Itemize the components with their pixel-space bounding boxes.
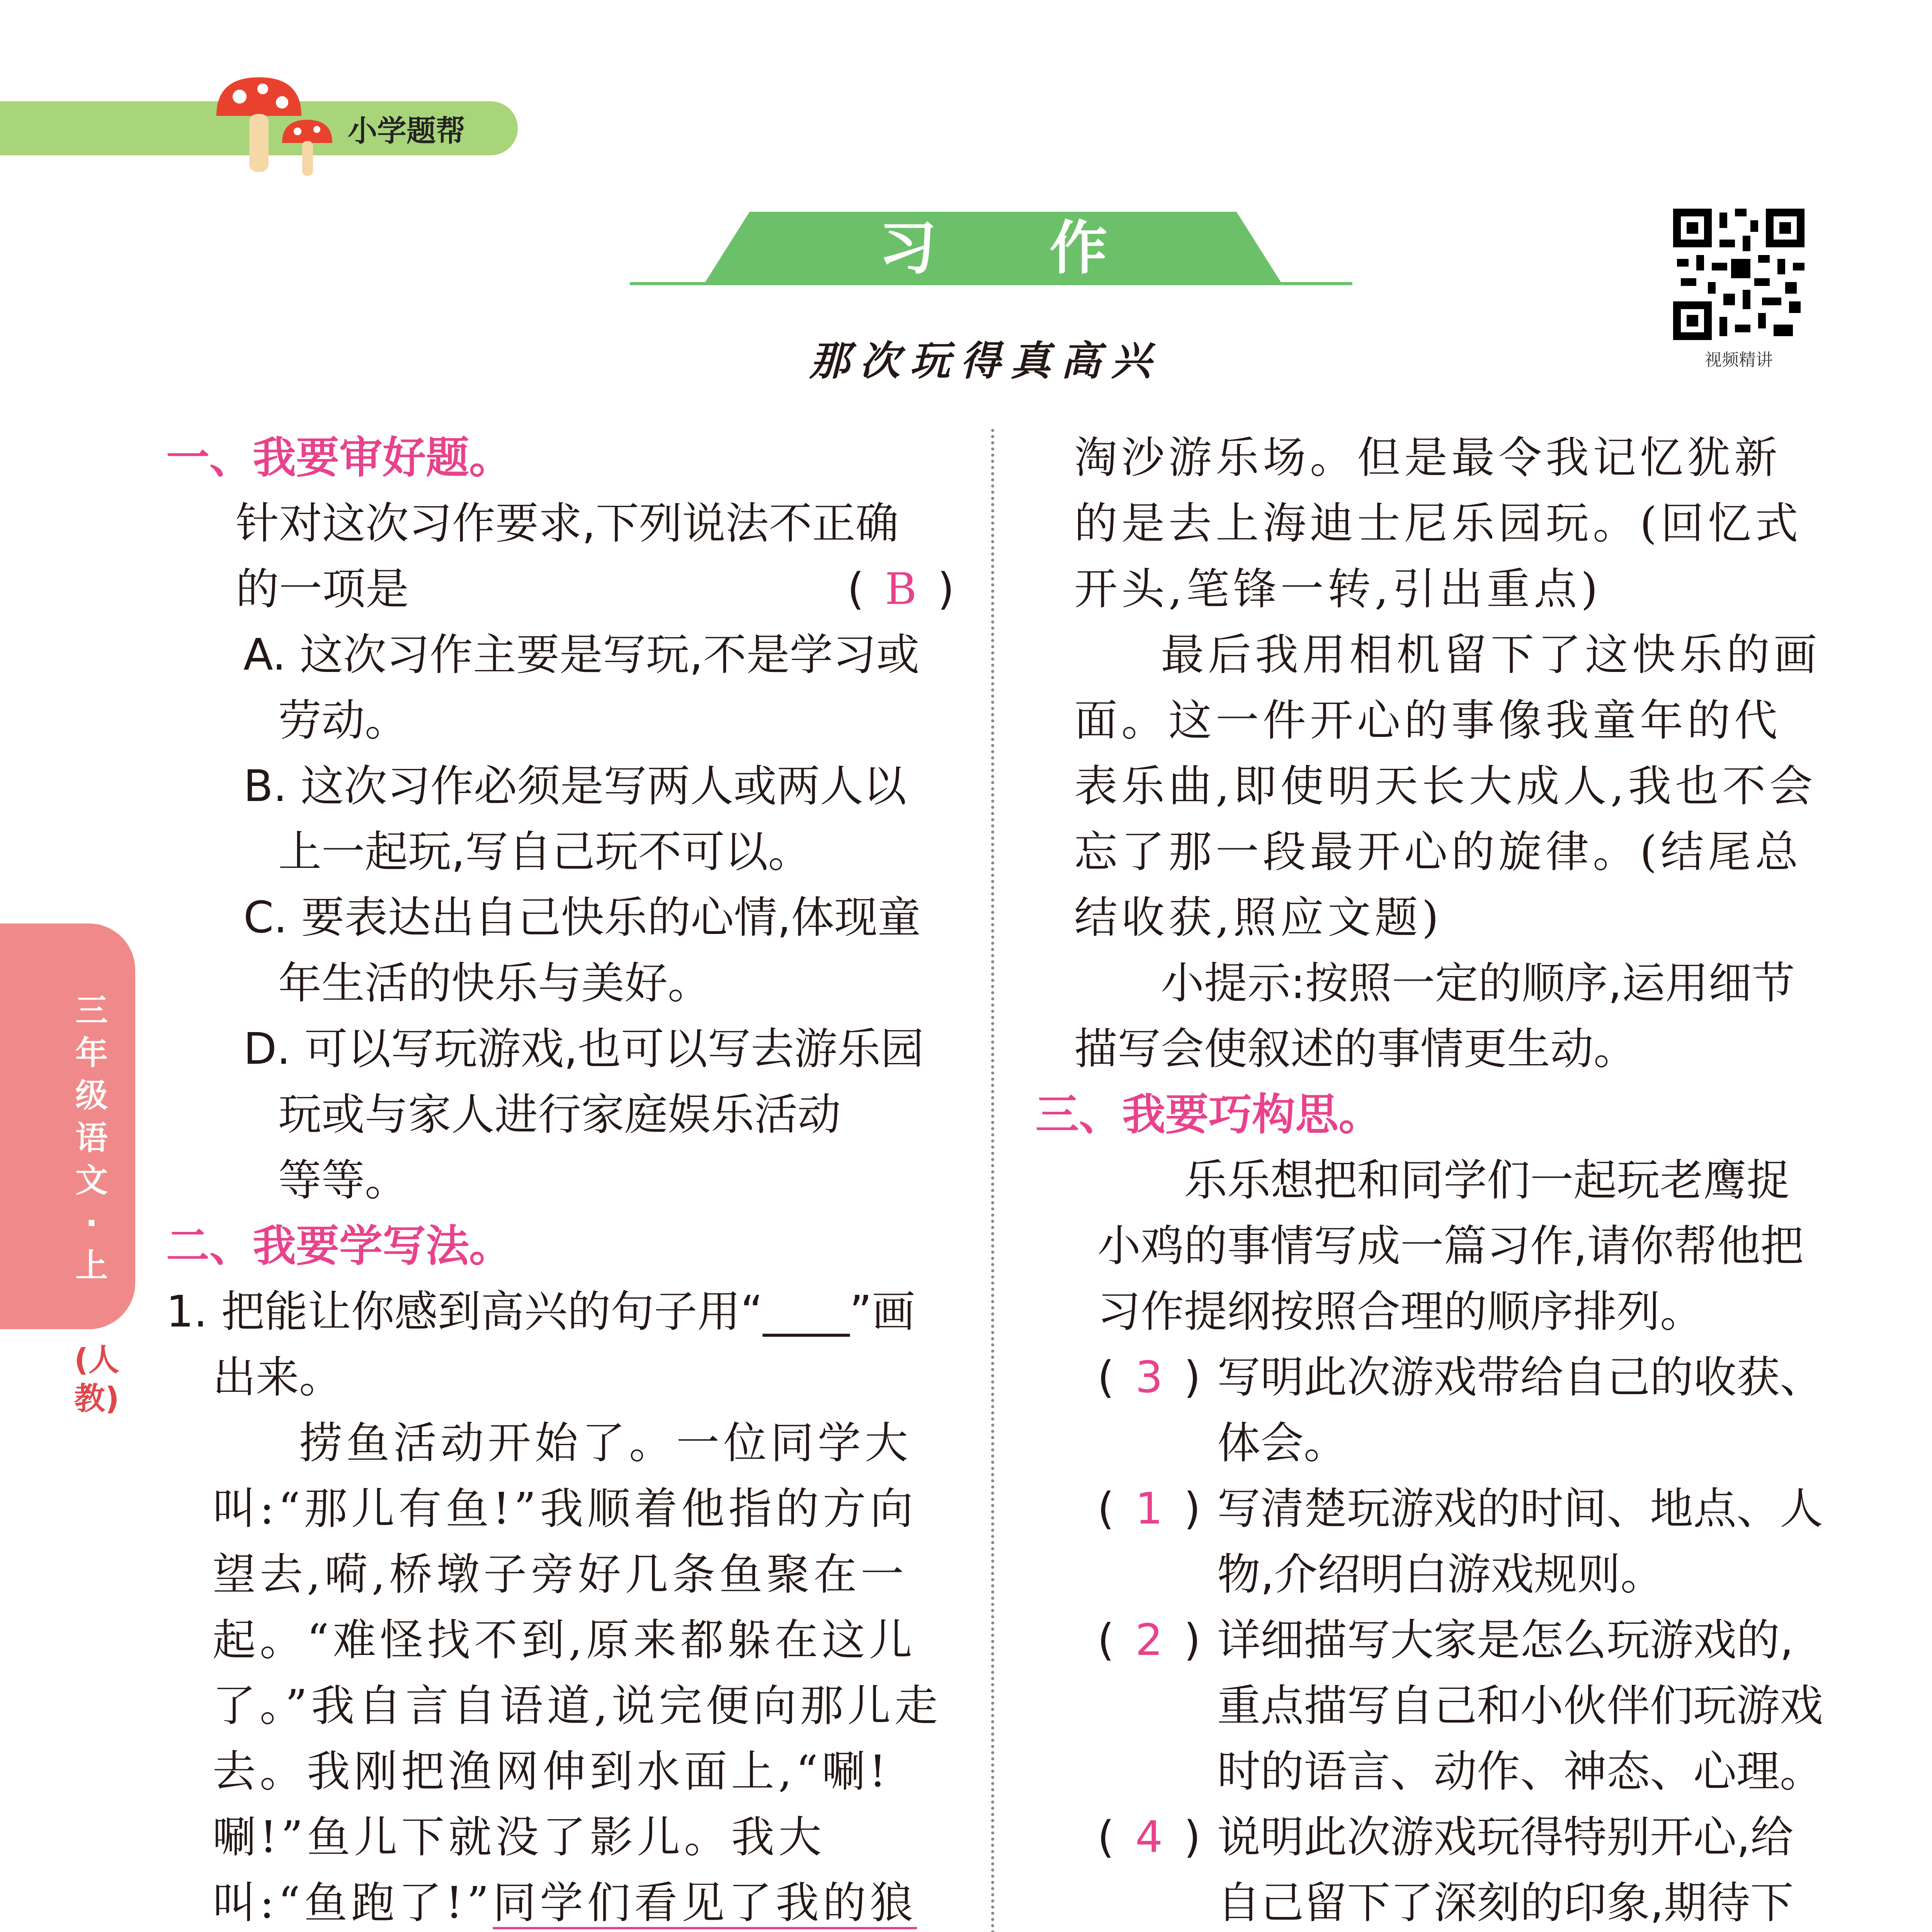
qr-caption: 视频精讲 — [1705, 350, 1773, 370]
essay-title: 那次玩得真高兴 — [809, 337, 1161, 384]
outline-text: 写清楚玩游戏的时间、地点、人物,介绍明白游戏规则。 — [1217, 1484, 1823, 1600]
writing-tip: 小提示:按照一定的顺序,运用细节描写会使叙述的事情更生动。 — [1074, 958, 1795, 1074]
sample-passage — [213, 1410, 954, 1932]
outline-text: 说明此次游戏玩得特别开心,给自己留下了深刻的印象,期待下 — [1217, 1812, 1794, 1928]
task-1: 1. 把能让你感到高兴的句子用“____”画出来。 — [166, 1287, 915, 1403]
order-answer: 3 — [1135, 1352, 1163, 1403]
outline-item: ( 3 ) 写明此次游戏带给自己的收获、体会。 — [1097, 1345, 1824, 1476]
left-column — [166, 425, 954, 1932]
outline-item: ( 2 ) 详细描写大家是怎么玩游戏的,重点描写自己和小伙伴们玩游戏时的语言、动作、神态、心理。 — [1097, 1607, 1824, 1804]
section-1-heading: 一、我要审好题。 — [166, 433, 512, 483]
outline-item: ( 4 ) 说明此次游戏玩得特别开心,给自己留下了深刻的印象,期待下 — [1097, 1804, 1824, 1932]
order-answer: 2 — [1135, 1615, 1163, 1665]
question-stem-line1: 针对这次习作要求,下列说法不正确 — [236, 498, 899, 549]
question-stem-text: 的一项是 — [236, 564, 409, 614]
grade-label: 三年级语文·上 — [75, 992, 108, 1284]
qr-code-icon[interactable] — [1669, 205, 1808, 344]
brand-name: 小学题帮 — [348, 114, 465, 148]
option-b: B. 这次习作必须是写两人或两人以 上一起玩,写自己玩不可以。 — [243, 761, 907, 877]
outline-text: 详细描写大家是怎么玩游戏的,重点描写自己和小伙伴们玩游戏时的语言、动作、神态、心理。 — [1217, 1615, 1823, 1797]
order-answer: 4 — [1135, 1812, 1163, 1862]
outline-text: 写明此次游戏带给自己的收获、体会。 — [1217, 1352, 1823, 1468]
grade-side-tab — [0, 923, 135, 1329]
passage-underlined: 同学们看见了我的狼 — [493, 1878, 917, 1928]
passage-plain: 捞鱼活动开始了。一位同学大叫:“那儿有鱼!”我顺着他指的方向望去,嗬,桥墩子旁好几条鱼聚在一起。“难怪找不到,原来都躲在这儿了。”我自言自语道,说完便向那儿走去。我刚把渔网伸到水面上,“唰! 唰!”鱼儿下就没了影儿。我大叫:“鱼跑了!” — [213, 1418, 942, 1928]
section-3-heading: 三、我要巧构思。 — [1036, 1090, 1382, 1140]
option-d: D. 可以写玩游戏,也可以写去游乐园 玩或与家人进行家庭娱乐活动 等等。 — [243, 1024, 924, 1206]
answer-paren-left: ( — [847, 564, 864, 614]
column-divider — [991, 429, 994, 1932]
mushroom-logo-icon — [201, 66, 340, 182]
section-title: 习 作 — [878, 215, 1154, 282]
edition-label: (人教) — [74, 1342, 119, 1417]
answer-paren-right: ) — [937, 564, 954, 614]
option-c: C. 要表达出自己快乐的心情,体现童 年生活的快乐与美好。 — [243, 893, 921, 1009]
sample-ending: 最后我用相机留下了这快乐的画面。这一件开心的事像我童年的代表乐曲,即使明天长大成人,我也不会忘了那一段最开心的旋律。(结尾总结收获,照应文题) — [1074, 630, 1821, 943]
section-2-heading: 二、我要学写法。 — [166, 1221, 512, 1271]
order-answer: 1 — [1135, 1484, 1163, 1534]
section-3-intro: 乐乐想把和同学们一起玩老鹰捉小鸡的事情写成一篇习作,请你帮他把习作提纲按照合理的顺序排列。 — [1097, 1155, 1804, 1337]
right-column — [1036, 425, 1824, 1932]
outline-item: ( 1 ) 写清楚玩游戏的时间、地点、人物,介绍明白游戏规则。 — [1097, 1476, 1824, 1607]
answer-choice: B — [885, 564, 917, 614]
question-stem-line2 — [166, 556, 954, 622]
sample-opening-continued: 淘沙游乐场。但是最令我记忆犹新的是去上海迪士尼乐园玩。(回忆式开头,笔锋一转,引出重点) — [1074, 433, 1802, 614]
option-a: A. 这次习作主要是写玩,不是学习或 劳动。 — [243, 630, 920, 746]
